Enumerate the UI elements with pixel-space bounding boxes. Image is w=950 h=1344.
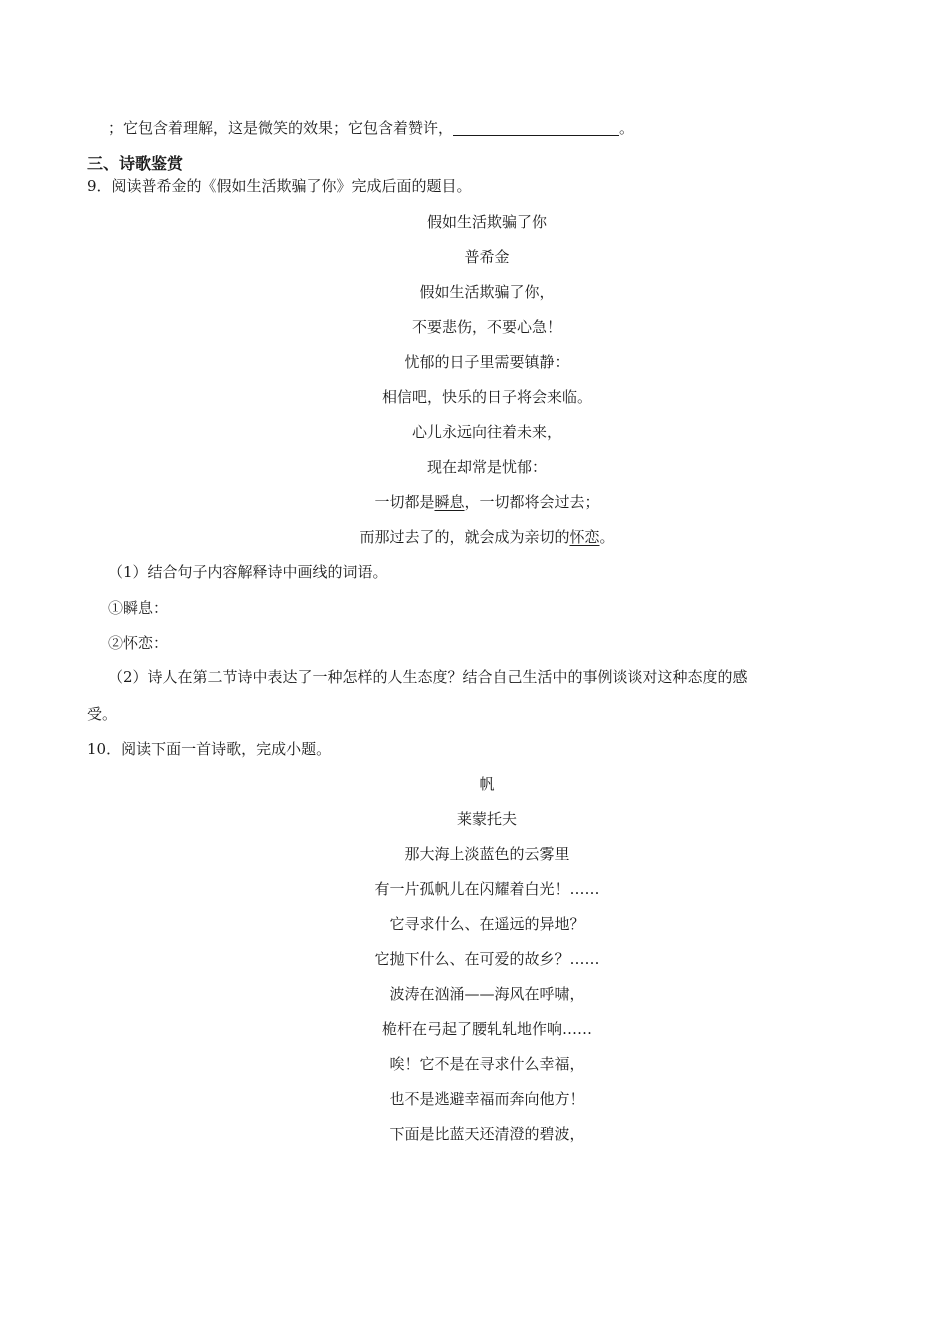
poem-line: 它寻求什么、在遥远的异地？	[389, 915, 585, 933]
poem-text: 一切都是	[374, 493, 435, 511]
poem-text: 而那过去了的，就会成为亲切的	[359, 528, 570, 546]
underlined-word-shunxi: 瞬息	[434, 493, 465, 511]
poem-line: 不要悲伤，不要心急！	[411, 318, 562, 336]
section-heading: 三、诗歌鉴赏	[87, 154, 184, 173]
poem-line: 有一片孤帆儿在闪耀着白光！……	[374, 880, 600, 898]
answer-blank	[453, 119, 619, 136]
poem-line: 相信吧，快乐的日子将会来临。	[381, 388, 592, 406]
poem-title: 帆	[479, 775, 495, 793]
poem-text: ，一切都将会过去；	[464, 493, 600, 511]
poem-line: 假如生活欺骗了你，	[419, 283, 555, 301]
question-9-intro: 9．阅读普希金的《假如生活欺骗了你》完成后面的题目。	[87, 177, 472, 195]
poem-line: 桅杆在弓起了腰轧轧地作响……	[381, 1020, 592, 1038]
poem-line: 现在却常是忧郁：	[426, 458, 547, 476]
poem-author: 普希金	[464, 248, 510, 266]
poem-title: 假如生活欺骗了你	[426, 213, 547, 231]
poem-line: 心儿永远向往着未来，	[411, 423, 562, 441]
sub-question-2: （2）诗人在第二节诗中表达了一种怎样的人生态度？结合自己生活中的事例谈谈对这种态度的感	[108, 668, 748, 686]
top-line-text: ；它包含着理解，这是微笑的效果；它包含着赞许，	[108, 119, 454, 137]
sub-question-1: （1）结合句子内容解释诗中画线的词语。	[108, 563, 388, 581]
poem-text: 。	[599, 528, 615, 546]
top-line-end: 。	[619, 119, 635, 137]
poem-line: 忧郁的日子里需要镇静：	[404, 353, 570, 371]
sub-question-1b: ②怀恋：	[108, 634, 169, 652]
top-answer-line	[108, 118, 634, 138]
poem-author: 莱蒙托夫	[456, 810, 517, 828]
poem-line: 也不是逃避幸福而奔向他方！	[389, 1090, 585, 1108]
poem-line: 那大海上淡蓝色的云雾里	[404, 845, 570, 863]
question-10-intro: 10．阅读下面一首诗歌，完成小题。	[87, 740, 332, 758]
underlined-word-huailian: 怀恋	[569, 528, 600, 546]
poem-line-underlined-1	[0, 492, 950, 512]
poem-line: 波涛在汹涌——海风在呼啸，	[389, 985, 585, 1003]
sub-question-1a: ①瞬息：	[108, 599, 169, 617]
poem-line-underlined-2	[0, 527, 950, 547]
poem-line: 唉！它不是在寻求什么幸福，	[389, 1055, 585, 1073]
poem-line: 下面是比蓝天还清澄的碧波，	[389, 1125, 585, 1143]
sub-question-2-cont: 受。	[87, 705, 118, 723]
poem-line: 它抛下什么、在可爱的故乡？……	[374, 950, 600, 968]
